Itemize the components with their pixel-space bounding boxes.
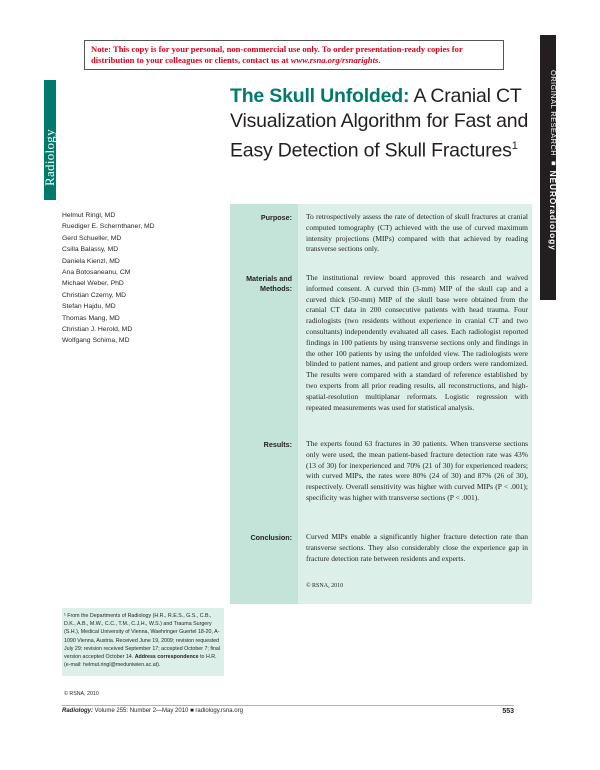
author-name: Ana Botosaneanu, CM [62,269,131,277]
notice-link[interactable]: www.rsna.org/rsnarights [290,55,379,65]
page-footer [62,708,514,714]
methods-text: The institutional review board approved this research and waived informed consent. A curved thin (3-mm) MIP of the skull cap and a curved thick (50-mm) MIP of the skull base were obtained from the cranial CT data in 200 consecutive patients with head trauma. Four radiologists (two residents without experience in cranial CT and two consultants) independently evaluated all cases. Each radiologist reported findings in 100 patients by using transverse sections only and findings in the other 100 patients by using the unfolded view. The radiologists were blinded to patient names, and patient and group orders were randomized. The results were compared with a standard of reference established by two experts from all prior reading results, all reconstructions, and high-spatial-resolution multiplanar reformats. Logistic regression with repeated measurements was used for statistical analysis. [306,273,528,412]
page-number: 553 [502,708,514,715]
purpose-text: To retrospectively assess the rate of detection of skull fractures at cranial computed tomography (CT) achieved with the use of curved maximum intensity projections (MIPs) compared with that achieved by reading transverse sections only. [306,212,528,254]
author-list [62,210,222,347]
copyright-notice [84,40,504,70]
footer-journal: Radiology: [62,708,93,714]
author-name: Christian J. Herold, MD [62,326,133,334]
footer-issue: Volume 255: Number 2—May 2010 [94,708,189,714]
author-name: Thomas Mang, MD [62,314,120,322]
results-label: Results: [263,440,292,449]
author-name: Stefan Hajdu, MD [62,303,116,311]
footnote-text: ¹ From the Departments of Radiology (H.R., R.E.S., G.S., C.B., D.K., A.B., M.W., C.C., T.M., C.J.H., W.S.) and Trauma Surgery (S.H.), Medical University of Vienna, Waehringer Guertel 18-20, A-1090 Vienna, Austria. Received June 19, 2009; revision requested July 29; revision received September 17; accepted October 7; final version accepted October 14. [64,613,221,661]
category-label: ORIGINAL RESEARCH [549,70,558,157]
abstract-label-column [230,204,298,604]
notice-end: . [378,55,381,65]
correspondence-text: to H.R. (e-mail: helmut.ringl@meduniwien.ac.at). [64,654,217,669]
author-name: Michael Weber, PhD [62,280,124,288]
section-label: NEUROradiology [548,170,558,251]
footer-separator: ■ [190,708,194,714]
title-footnote-ref: 1 [511,140,518,152]
title-rest: A Cranial CT Visualization Algorithm for Fast and Easy Detection of Skull Fractures [230,85,529,162]
footer-site[interactable]: radiology.rsna.org [195,708,243,714]
author-name: Christian Czerny, MD [62,291,127,299]
author-name: Ruediger E. Schernthaner, MD [62,223,155,231]
purpose-label: Purpose: [260,213,292,222]
author-name: Wolfgang Schima, MD [62,337,130,345]
author-name: Gerd Schueller, MD [62,234,122,242]
title-lead: The Skull Unfolded: [230,85,410,107]
footer-rule [62,705,514,706]
affiliation-footnote [64,612,224,669]
separator-icon: ■ [549,158,558,169]
methods-label: Materials and Methods: [246,274,292,293]
conclusion-text: Curved MIPs enable a significantly higher fracture detection rate than transverse sections. They also considerably close the experience gap in fracture detection rate between residents and experts. [306,532,528,563]
author-name: Csilla Balassy, MD [62,246,119,254]
results-text: The experts found 63 fractures in 30 patients. When transverse sections only were used, the mean patient-based fracture detection rate was 43% (13 of 30) for inexperienced and 70% (21 of 30) for experienced readers; with curved MIPs, the rates were 80% (24 of 30) and 87% (26 of 30), respectively. Overall sensitivity was higher with curved MIPs (P < .001); specificity was higher with transverse sections (P < .001). [306,439,528,502]
abstract-copyright: © RSNA, 2010 [306,583,344,589]
journal-tab-label: Radiology [42,129,57,186]
notice-text: Note: This copy is for your personal, non-commercial use only. To order presentation-ready copies for distribution to your colleagues or clients, contact us at [91,44,463,65]
section-tab-label [538,70,558,300]
article-title [230,84,530,164]
footnote-copyright: © RSNA, 2010 [64,691,99,697]
author-name: Daniela Kienzl, MD [62,257,120,265]
conclusion-label: Conclusion: [250,533,292,542]
author-name: Helmut Ringl, MD [62,212,116,219]
correspondence-label: Address correspondence [134,654,199,661]
